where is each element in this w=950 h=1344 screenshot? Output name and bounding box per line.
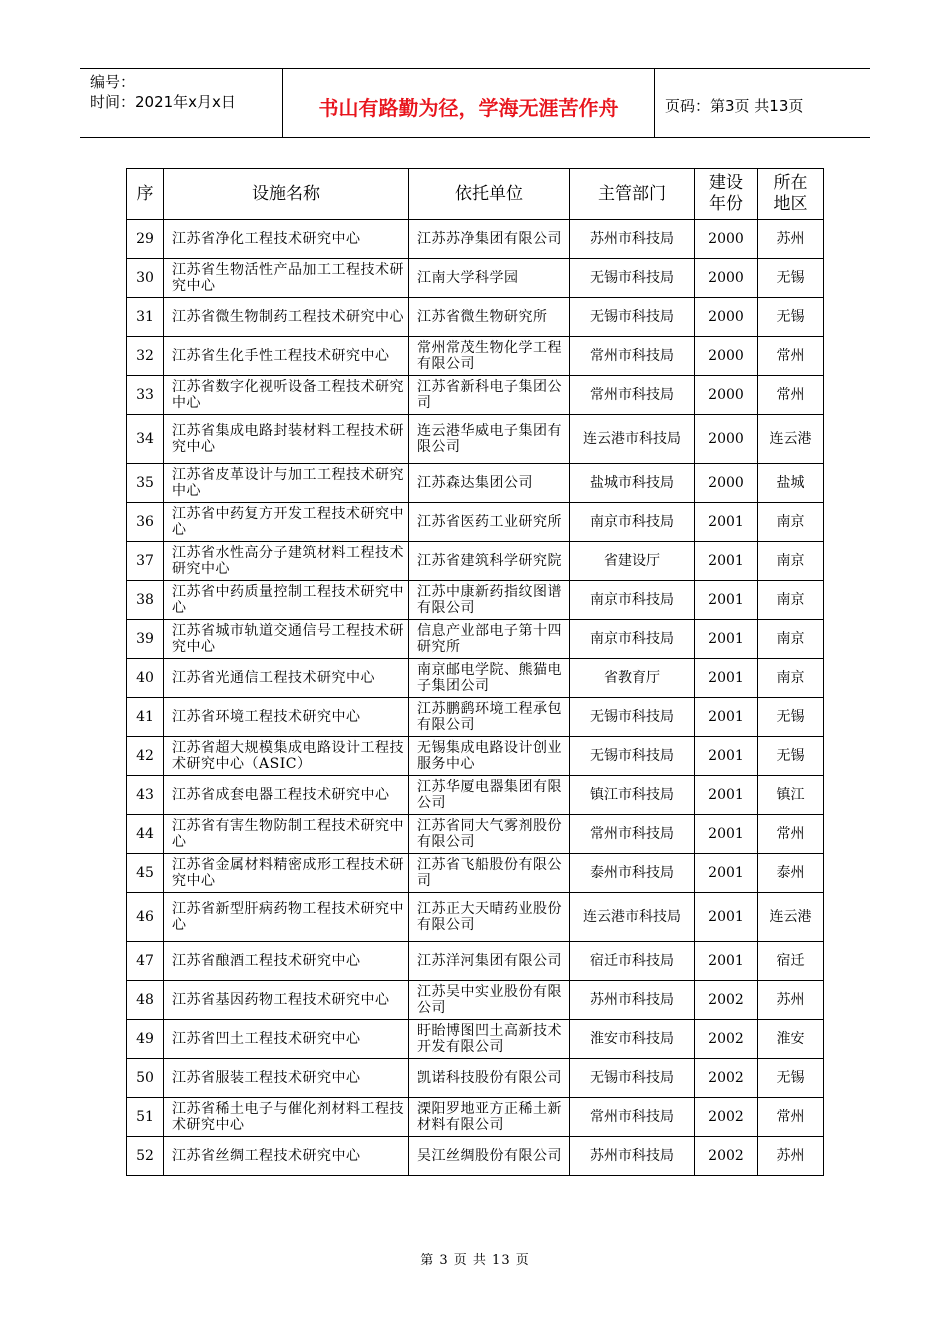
table-row [127, 1059, 824, 1098]
cell-year: 2001 [695, 942, 758, 981]
cell-host-unit: 江苏省飞船股份有限公司 [409, 854, 570, 893]
table-row [127, 220, 824, 259]
table-row [127, 737, 824, 776]
cell-region: 常州 [758, 376, 824, 415]
table-row [127, 376, 824, 415]
cell-seq: 38 [127, 581, 164, 620]
cell-year: 2001 [695, 698, 758, 737]
cell-year: 2001 [695, 776, 758, 815]
cell-facility-name: 江苏省净化工程技术研究中心 [164, 220, 409, 259]
table-body [127, 220, 824, 1176]
cell-host-unit: 江苏吴中实业股份有限公司 [409, 981, 570, 1020]
cell-host-unit: 盱眙博图凹土高新技术开发有限公司 [409, 1020, 570, 1059]
cell-facility-name: 江苏省环境工程技术研究中心 [164, 698, 409, 737]
cell-seq: 45 [127, 854, 164, 893]
table-row [127, 942, 824, 981]
table-row [127, 893, 824, 942]
cell-facility-name: 江苏省酿酒工程技术研究中心 [164, 942, 409, 981]
cell-facility-name: 江苏省丝绸工程技术研究中心 [164, 1137, 409, 1176]
cell-region: 苏州 [758, 981, 824, 1020]
cell-host-unit: 江苏省新科电子集团公司 [409, 376, 570, 415]
cell-host-unit: 江苏省医药工业研究所 [409, 503, 570, 542]
cell-region: 宿迁 [758, 942, 824, 981]
cell-department: 常州市科技局 [570, 376, 695, 415]
header-meta [80, 69, 283, 137]
cell-seq: 40 [127, 659, 164, 698]
cell-region: 南京 [758, 503, 824, 542]
cell-seq: 52 [127, 1137, 164, 1176]
cell-host-unit: 江苏洋河集团有限公司 [409, 942, 570, 981]
cell-host-unit: 江苏省微生物研究所 [409, 298, 570, 337]
cell-department: 常州市科技局 [570, 337, 695, 376]
cell-host-unit: 江南大学科学园 [409, 259, 570, 298]
cell-department: 苏州市科技局 [570, 981, 695, 1020]
cell-year: 2001 [695, 854, 758, 893]
cell-host-unit: 凯诺科技股份有限公司 [409, 1059, 570, 1098]
cell-department: 镇江市科技局 [570, 776, 695, 815]
cell-year: 2000 [695, 220, 758, 259]
cell-facility-name: 江苏省凹土工程技术研究中心 [164, 1020, 409, 1059]
table-row [127, 1020, 824, 1059]
cell-region: 无锡 [758, 1059, 824, 1098]
cell-year: 2001 [695, 542, 758, 581]
cell-host-unit: 溧阳罗地亚方正稀土新材料有限公司 [409, 1098, 570, 1137]
cell-host-unit: 江苏鹏鹞环境工程承包有限公司 [409, 698, 570, 737]
cell-host-unit: 江苏中康新药指纹图谱有限公司 [409, 581, 570, 620]
cell-year: 2000 [695, 464, 758, 503]
table-row [127, 581, 824, 620]
cell-year: 2000 [695, 376, 758, 415]
cell-seq: 42 [127, 737, 164, 776]
cell-facility-name: 江苏省中药质量控制工程技术研究中心 [164, 581, 409, 620]
cell-facility-name: 江苏省成套电器工程技术研究中心 [164, 776, 409, 815]
cell-facility-name: 江苏省生物活性产品加工工程技术研究中心 [164, 259, 409, 298]
cell-year: 2000 [695, 415, 758, 464]
cell-year: 2000 [695, 337, 758, 376]
cell-region: 南京 [758, 620, 824, 659]
cell-department: 连云港市科技局 [570, 415, 695, 464]
cell-year: 2002 [695, 981, 758, 1020]
cell-host-unit: 吴江丝绸股份有限公司 [409, 1137, 570, 1176]
cell-department: 淮安市科技局 [570, 1020, 695, 1059]
header-slogan: 书山有路勤为径，学海无涯苦作舟 [283, 69, 655, 137]
col-header-department: 主管部门 [570, 169, 695, 220]
cell-region: 无锡 [758, 737, 824, 776]
cell-seq: 37 [127, 542, 164, 581]
table-row [127, 298, 824, 337]
table-row [127, 337, 824, 376]
cell-region: 无锡 [758, 698, 824, 737]
cell-year: 2002 [695, 1137, 758, 1176]
table-row [127, 620, 824, 659]
cell-host-unit: 常州常茂生物化学工程有限公司 [409, 337, 570, 376]
cell-facility-name: 江苏省超大规模集成电路设计工程技术研究中心（ASIC） [164, 737, 409, 776]
col-header-year: 建设 年份 [695, 169, 758, 220]
cell-seq: 34 [127, 415, 164, 464]
cell-host-unit: 江苏华厦电器集团有限公司 [409, 776, 570, 815]
table-row [127, 981, 824, 1020]
page-footer: 第 3 页 共 13 页 [420, 1253, 530, 1268]
cell-year: 2001 [695, 581, 758, 620]
cell-department: 常州市科技局 [570, 1098, 695, 1137]
cell-region: 泰州 [758, 854, 824, 893]
cell-department: 无锡市科技局 [570, 1059, 695, 1098]
cell-year: 2000 [695, 298, 758, 337]
cell-department: 省教育厅 [570, 659, 695, 698]
cell-region: 无锡 [758, 298, 824, 337]
cell-host-unit: 江苏省同大气雾剂股份有限公司 [409, 815, 570, 854]
page-header [80, 68, 870, 138]
cell-department: 南京市科技局 [570, 581, 695, 620]
cell-year: 2002 [695, 1020, 758, 1059]
cell-seq: 44 [127, 815, 164, 854]
cell-year: 2001 [695, 620, 758, 659]
col-header-region: 所在 地区 [758, 169, 824, 220]
table-row [127, 415, 824, 464]
cell-host-unit: 信息产业部电子第十四研究所 [409, 620, 570, 659]
cell-seq: 46 [127, 893, 164, 942]
cell-region: 常州 [758, 1098, 824, 1137]
cell-region: 镇江 [758, 776, 824, 815]
table-row [127, 659, 824, 698]
cell-department: 常州市科技局 [570, 815, 695, 854]
cell-department: 泰州市科技局 [570, 854, 695, 893]
cell-region: 常州 [758, 815, 824, 854]
cell-department: 宿迁市科技局 [570, 942, 695, 981]
cell-seq: 50 [127, 1059, 164, 1098]
cell-region: 南京 [758, 542, 824, 581]
cell-facility-name: 江苏省数字化视听设备工程技术研究中心 [164, 376, 409, 415]
document-time-label: 时间：2021年x月x日 [90, 93, 236, 111]
table-row [127, 259, 824, 298]
cell-facility-name: 江苏省城市轨道交通信号工程技术研究中心 [164, 620, 409, 659]
cell-region: 苏州 [758, 220, 824, 259]
cell-seq: 47 [127, 942, 164, 981]
cell-region: 南京 [758, 581, 824, 620]
cell-seq: 49 [127, 1020, 164, 1059]
cell-department: 无锡市科技局 [570, 259, 695, 298]
col-header-seq: 序 [127, 169, 164, 220]
cell-region: 南京 [758, 659, 824, 698]
col-header-host-unit: 依托单位 [409, 169, 570, 220]
table-row [127, 464, 824, 503]
cell-facility-name: 江苏省水性高分子建筑材料工程技术研究中心 [164, 542, 409, 581]
cell-region: 无锡 [758, 259, 824, 298]
cell-year: 2002 [695, 1059, 758, 1098]
cell-facility-name: 江苏省金属材料精密成形工程技术研究中心 [164, 854, 409, 893]
cell-facility-name: 江苏省集成电路封装材料工程技术研究中心 [164, 415, 409, 464]
cell-department: 盐城市科技局 [570, 464, 695, 503]
cell-department: 连云港市科技局 [570, 893, 695, 942]
cell-facility-name: 江苏省生化手性工程技术研究中心 [164, 337, 409, 376]
cell-department: 苏州市科技局 [570, 1137, 695, 1176]
cell-department: 南京市科技局 [570, 503, 695, 542]
cell-facility-name: 江苏省微生物制药工程技术研究中心 [164, 298, 409, 337]
cell-department: 无锡市科技局 [570, 737, 695, 776]
cell-seq: 32 [127, 337, 164, 376]
col-header-facility-name: 设施名称 [164, 169, 409, 220]
cell-host-unit: 江苏正大天晴药业股份有限公司 [409, 893, 570, 942]
cell-year: 2001 [695, 503, 758, 542]
cell-region: 盐城 [758, 464, 824, 503]
cell-facility-name: 江苏省服装工程技术研究中心 [164, 1059, 409, 1098]
table-row [127, 1137, 824, 1176]
cell-host-unit: 江苏苏净集团有限公司 [409, 220, 570, 259]
cell-region: 连云港 [758, 415, 824, 464]
cell-year: 2001 [695, 893, 758, 942]
table-row [127, 815, 824, 854]
cell-department: 省建设厅 [570, 542, 695, 581]
cell-seq: 41 [127, 698, 164, 737]
cell-facility-name: 江苏省基因药物工程技术研究中心 [164, 981, 409, 1020]
cell-year: 2001 [695, 737, 758, 776]
cell-host-unit: 江苏省建筑科学研究院 [409, 542, 570, 581]
cell-facility-name: 江苏省皮革设计与加工工程技术研究中心 [164, 464, 409, 503]
cell-department: 苏州市科技局 [570, 220, 695, 259]
cell-host-unit: 无锡集成电路设计创业服务中心 [409, 737, 570, 776]
cell-facility-name: 江苏省有害生物防制工程技术研究中心 [164, 815, 409, 854]
cell-region: 连云港 [758, 893, 824, 942]
cell-region: 苏州 [758, 1137, 824, 1176]
cell-host-unit: 连云港华威电子集团有限公司 [409, 415, 570, 464]
cell-region: 淮安 [758, 1020, 824, 1059]
cell-seq: 33 [127, 376, 164, 415]
table-row [127, 854, 824, 893]
header-page-info: 页码：第3页 共13页 [665, 96, 804, 115]
cell-year: 2000 [695, 259, 758, 298]
cell-host-unit: 江苏森达集团公司 [409, 464, 570, 503]
cell-facility-name: 江苏省光通信工程技术研究中心 [164, 659, 409, 698]
table-row [127, 503, 824, 542]
cell-facility-name: 江苏省中药复方开发工程技术研究中心 [164, 503, 409, 542]
table-row [127, 776, 824, 815]
facility-table [126, 168, 824, 1176]
table-row [127, 698, 824, 737]
cell-facility-name: 江苏省稀土电子与催化剂材料工程技术研究中心 [164, 1098, 409, 1137]
cell-seq: 36 [127, 503, 164, 542]
cell-host-unit: 南京邮电学院、熊猫电子集团公司 [409, 659, 570, 698]
cell-year: 2002 [695, 1098, 758, 1137]
cell-seq: 39 [127, 620, 164, 659]
cell-department: 南京市科技局 [570, 620, 695, 659]
cell-region: 常州 [758, 337, 824, 376]
cell-year: 2001 [695, 815, 758, 854]
cell-year: 2001 [695, 659, 758, 698]
cell-department: 无锡市科技局 [570, 698, 695, 737]
cell-facility-name: 江苏省新型肝病药物工程技术研究中心 [164, 893, 409, 942]
cell-seq: 51 [127, 1098, 164, 1137]
table-row [127, 1098, 824, 1137]
cell-seq: 35 [127, 464, 164, 503]
cell-seq: 43 [127, 776, 164, 815]
table-row [127, 542, 824, 581]
document-number-label: 编号： [90, 73, 136, 91]
table-header-row [127, 169, 824, 220]
cell-seq: 48 [127, 981, 164, 1020]
cell-seq: 30 [127, 259, 164, 298]
cell-department: 无锡市科技局 [570, 298, 695, 337]
cell-seq: 31 [127, 298, 164, 337]
cell-seq: 29 [127, 220, 164, 259]
